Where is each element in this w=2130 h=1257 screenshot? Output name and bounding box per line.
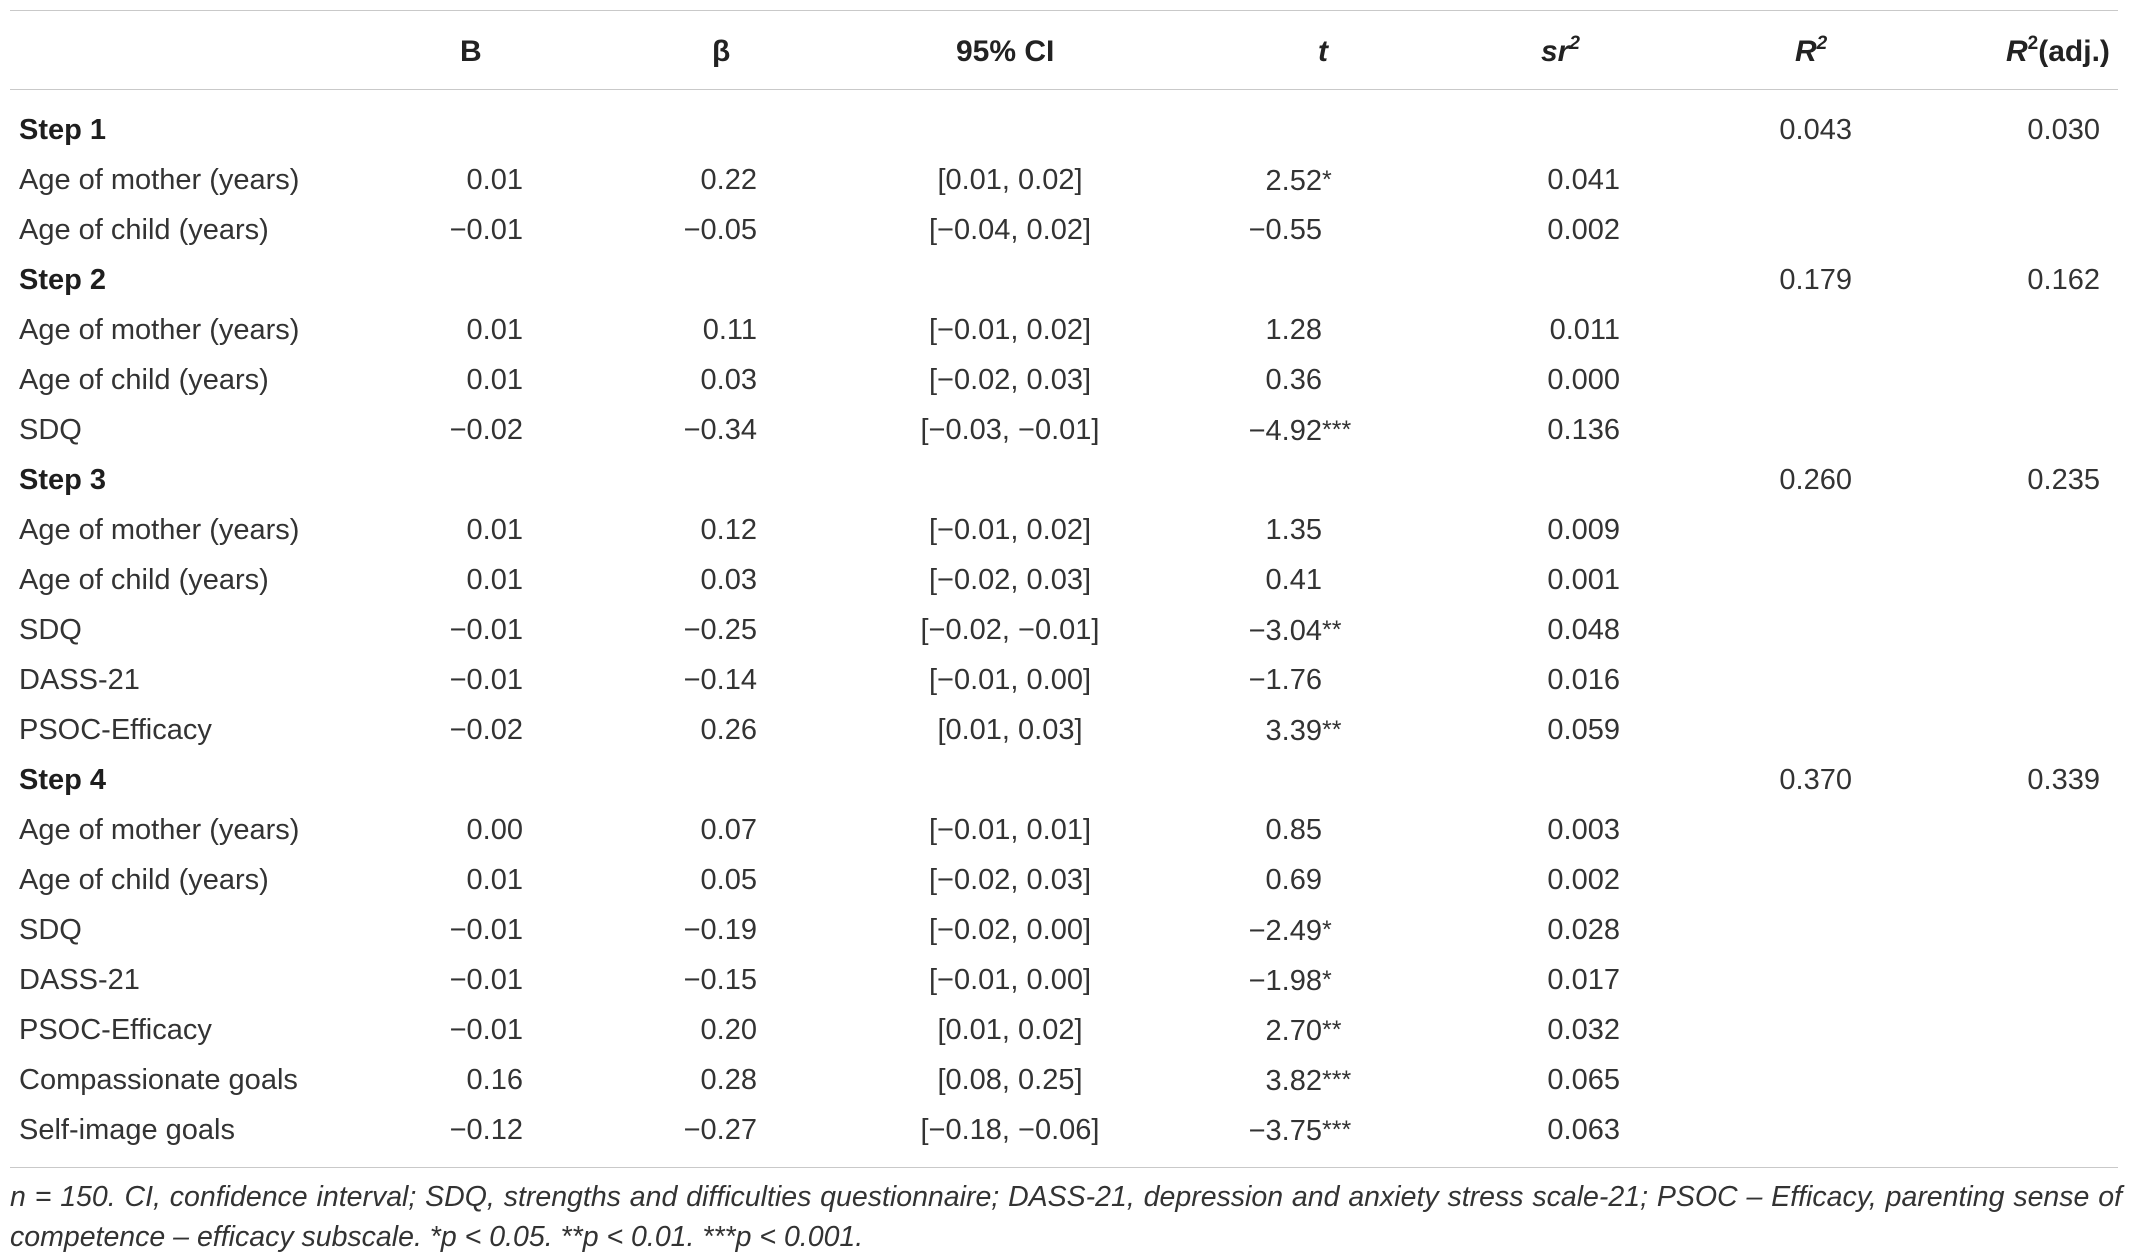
cell-beta: 0.03 <box>700 364 757 396</box>
cell-sr2: 0.065 <box>1547 1064 1620 1096</box>
cell-beta: −0.15 <box>683 964 757 996</box>
significance-marker: *** <box>1322 416 1352 444</box>
cell-r2 <box>1700 655 1852 705</box>
t-value: 3.82 <box>1265 1065 1322 1097</box>
cell-b <box>380 755 523 805</box>
cell-beta: 0.03 <box>700 564 757 596</box>
cell-r2-adj <box>1950 555 2100 605</box>
cell-r2 <box>1700 855 1852 905</box>
table-row <box>0 155 2130 205</box>
cell-beta: −0.34 <box>683 414 757 446</box>
cell-sr2: 0.000 <box>1547 364 1620 396</box>
t-value: 0.41 <box>1265 564 1322 596</box>
cell-b: 0.01 <box>466 164 523 196</box>
cell-b: 0.01 <box>466 364 523 396</box>
significance-marker: ** <box>1322 716 1342 744</box>
cell-b: 0.01 <box>466 864 523 896</box>
cell-b <box>380 105 523 155</box>
cell-t <box>1230 255 1372 305</box>
cell-r2-adj <box>1950 405 2100 455</box>
row-label: Age of mother (years) <box>19 514 300 546</box>
cell-r2: 0.179 <box>1779 264 1852 296</box>
row-label: Age of mother (years) <box>19 164 300 196</box>
header-r2-sup: 2 <box>1816 33 1828 54</box>
cell-r2 <box>1700 905 1852 955</box>
cell-r2 <box>1700 555 1852 605</box>
cell-b: −0.01 <box>449 964 523 996</box>
table-row <box>0 855 2130 905</box>
cell-r2 <box>1700 405 1852 455</box>
table-row <box>0 355 2130 405</box>
table-row <box>0 655 2130 705</box>
cell-t <box>1230 855 1372 905</box>
cell-b: −0.02 <box>449 714 523 746</box>
t-value: −3.75 <box>1248 1115 1322 1147</box>
cell-sr2 <box>1500 755 1620 805</box>
t-value: −1.76 <box>1248 664 1322 696</box>
cell-r2 <box>1700 1055 1852 1105</box>
table-row <box>0 1005 2130 1055</box>
table-row <box>0 455 2130 505</box>
cell-r2-adj <box>1950 955 2100 1005</box>
cell-r2: 0.043 <box>1779 114 1852 146</box>
cell-r2-adj <box>1950 905 2100 955</box>
cell-ci: [−0.02, 0.03] <box>928 564 1092 596</box>
cell-t <box>1230 205 1372 255</box>
table-row <box>0 1055 2130 1105</box>
cell-ci: [0.01, 0.03] <box>937 714 1083 746</box>
cell-t <box>1230 1105 1372 1155</box>
cell-beta <box>600 255 757 305</box>
cell-r2-adj <box>1950 1105 2100 1155</box>
cell-beta: 0.07 <box>700 814 757 846</box>
table-row <box>0 905 2130 955</box>
header-sr2 <box>1541 30 1580 74</box>
header-ci: 95% CI <box>956 35 1055 68</box>
row-label: Age of child (years) <box>19 564 269 596</box>
cell-r2 <box>1700 705 1852 755</box>
cell-beta <box>600 455 757 505</box>
cell-sr2: 0.136 <box>1547 414 1620 446</box>
cell-ci: [−0.01, 0.00] <box>928 964 1092 996</box>
table-row <box>0 505 2130 555</box>
cell-ci: [−0.01, 0.01] <box>928 814 1092 846</box>
table-row <box>0 255 2130 305</box>
table-row <box>0 405 2130 455</box>
cell-r2-adj <box>1950 655 2100 705</box>
row-label: SDQ <box>19 414 82 446</box>
cell-sr2: 0.003 <box>1547 814 1620 846</box>
row-label: Step 4 <box>19 764 107 796</box>
cell-b: −0.01 <box>449 614 523 646</box>
header-r2-base: R <box>1795 35 1817 68</box>
cell-r2-adj: 0.235 <box>2027 464 2100 496</box>
row-label: Age of child (years) <box>19 864 269 896</box>
cell-t <box>1230 105 1372 155</box>
cell-beta: 0.20 <box>700 1014 757 1046</box>
table-row <box>0 205 2130 255</box>
t-value: 0.36 <box>1265 364 1322 396</box>
row-label: Age of mother (years) <box>19 314 300 346</box>
table-bottom-rule <box>10 1167 2118 1168</box>
table-row <box>0 955 2130 1005</box>
cell-ci: [0.08, 0.25] <box>937 1064 1083 1096</box>
cell-t <box>1230 705 1372 755</box>
cell-r2-adj <box>1950 505 2100 555</box>
cell-r2 <box>1700 1005 1852 1055</box>
cell-sr2: 0.002 <box>1547 214 1620 246</box>
cell-beta: 0.12 <box>700 514 757 546</box>
cell-b: −0.01 <box>449 914 523 946</box>
table-row <box>0 805 2130 855</box>
cell-r2 <box>1700 355 1852 405</box>
footnote-line-1: n = 150. CI, confidence interval; SDQ, strengths and difficulties questionnaire; DASS-21, depression and anxiety stress scale-21; PSOC – Efficacy, parenting sense of <box>10 1181 2122 1213</box>
cell-ci <box>860 255 1160 305</box>
significance-marker: * <box>1322 916 1332 944</box>
cell-b: −0.01 <box>449 664 523 696</box>
table-row <box>0 555 2130 605</box>
significance-marker: * <box>1322 966 1332 994</box>
cell-beta: 0.28 <box>700 1064 757 1096</box>
cell-b <box>380 255 523 305</box>
cell-beta: −0.19 <box>683 914 757 946</box>
cell-r2-adj: 0.162 <box>2027 264 2100 296</box>
cell-b: 0.01 <box>466 314 523 346</box>
cell-t <box>1230 755 1372 805</box>
cell-t <box>1230 1005 1372 1055</box>
significance-marker: * <box>1322 166 1332 194</box>
cell-r2 <box>1700 155 1852 205</box>
significance-marker: *** <box>1322 1116 1352 1144</box>
row-label: PSOC-Efficacy <box>19 714 212 746</box>
header-r2adj-base: R <box>2006 35 2028 68</box>
cell-ci: [−0.04, 0.02] <box>928 214 1092 246</box>
cell-r2 <box>1700 605 1852 655</box>
table-row <box>0 705 2130 755</box>
table-row <box>0 1105 2130 1155</box>
cell-t <box>1230 305 1372 355</box>
header-r2 <box>1795 30 1827 74</box>
table-top-rule <box>10 10 2118 11</box>
cell-sr2: 0.063 <box>1547 1114 1620 1146</box>
t-value: −3.04 <box>1248 615 1322 647</box>
cell-ci: [0.01, 0.02] <box>937 1014 1083 1046</box>
cell-ci: [−0.03, −0.01] <box>920 414 1100 446</box>
cell-sr2: 0.001 <box>1547 564 1620 596</box>
cell-sr2 <box>1500 255 1620 305</box>
row-label: Step 3 <box>19 464 107 496</box>
cell-r2-adj: 0.030 <box>2027 114 2100 146</box>
cell-sr2: 0.016 <box>1547 664 1620 696</box>
cell-beta: −0.25 <box>683 614 757 646</box>
t-value: 0.85 <box>1265 814 1322 846</box>
cell-beta: 0.05 <box>700 864 757 896</box>
row-label: SDQ <box>19 914 82 946</box>
cell-ci <box>860 455 1160 505</box>
footnote-line-2: competence – efficacy subscale. *p < 0.05. **p < 0.01. ***p < 0.001. <box>10 1221 864 1253</box>
row-label: Step 2 <box>19 264 107 296</box>
header-sr2-base: sr <box>1541 35 1570 68</box>
table-row <box>0 105 2130 155</box>
header-r2adj-sup: 2 <box>2027 33 2039 54</box>
table-row <box>0 755 2130 805</box>
cell-t <box>1230 455 1372 505</box>
cell-t <box>1230 555 1372 605</box>
cell-t <box>1230 405 1372 455</box>
cell-b <box>380 455 523 505</box>
cell-sr2 <box>1500 105 1620 155</box>
cell-r2 <box>1700 955 1852 1005</box>
cell-r2-adj <box>1950 605 2100 655</box>
t-value: 3.39 <box>1265 715 1322 747</box>
cell-r2-adj: 0.339 <box>2027 764 2100 796</box>
cell-beta: −0.27 <box>683 1114 757 1146</box>
cell-t <box>1230 505 1372 555</box>
row-label: SDQ <box>19 614 82 646</box>
cell-sr2: 0.048 <box>1547 614 1620 646</box>
cell-r2 <box>1700 505 1852 555</box>
cell-b: 0.01 <box>466 564 523 596</box>
cell-r2: 0.370 <box>1779 764 1852 796</box>
cell-ci: [−0.01, 0.00] <box>928 664 1092 696</box>
cell-t <box>1230 955 1372 1005</box>
row-label: Self-image goals <box>19 1114 235 1146</box>
significance-marker: ** <box>1322 616 1342 644</box>
t-value: 0.69 <box>1265 864 1322 896</box>
cell-beta <box>600 105 757 155</box>
cell-r2 <box>1700 1105 1852 1155</box>
cell-ci: [−0.02, 0.03] <box>928 364 1092 396</box>
cell-b: −0.01 <box>449 1014 523 1046</box>
cell-t <box>1230 1055 1372 1105</box>
cell-ci: [−0.18, −0.06] <box>920 1114 1100 1146</box>
table-header-rule <box>10 89 2118 90</box>
cell-r2-adj <box>1950 205 2100 255</box>
cell-ci: [−0.02, 0.03] <box>928 864 1092 896</box>
row-label: DASS-21 <box>19 964 140 996</box>
t-value: −2.49 <box>1248 915 1322 947</box>
cell-r2 <box>1700 305 1852 355</box>
cell-r2-adj <box>1950 1055 2100 1105</box>
cell-sr2 <box>1500 455 1620 505</box>
cell-r2-adj <box>1950 355 2100 405</box>
t-value: 1.28 <box>1265 314 1322 346</box>
cell-r2-adj <box>1950 855 2100 905</box>
cell-b: 0.16 <box>466 1064 523 1096</box>
cell-beta: −0.14 <box>683 664 757 696</box>
cell-r2 <box>1700 205 1852 255</box>
cell-b: −0.01 <box>449 214 523 246</box>
t-value: −4.92 <box>1248 415 1322 447</box>
cell-b: 0.01 <box>466 514 523 546</box>
cell-ci: [−0.01, 0.02] <box>928 314 1092 346</box>
cell-ci <box>860 105 1160 155</box>
header-sr2-sup: 2 <box>1569 33 1580 54</box>
t-value: 2.70 <box>1265 1015 1322 1047</box>
row-label: Age of child (years) <box>19 364 269 396</box>
cell-beta: 0.11 <box>702 314 757 346</box>
cell-r2: 0.260 <box>1779 464 1852 496</box>
cell-beta: −0.05 <box>683 214 757 246</box>
table-row <box>0 305 2130 355</box>
cell-b: −0.02 <box>449 414 523 446</box>
t-value: −1.98 <box>1248 965 1322 997</box>
header-b: B <box>460 35 482 68</box>
cell-r2-adj <box>1950 305 2100 355</box>
cell-r2-adj <box>1950 805 2100 855</box>
cell-sr2: 0.059 <box>1547 714 1620 746</box>
header-beta: β <box>712 35 731 68</box>
header-r2-adj <box>2006 30 2110 74</box>
cell-sr2: 0.002 <box>1547 864 1620 896</box>
cell-sr2: 0.011 <box>1549 314 1620 346</box>
row-label: Age of child (years) <box>19 214 269 246</box>
cell-beta <box>600 755 757 805</box>
t-value: 2.52 <box>1265 165 1322 197</box>
cell-t <box>1230 905 1372 955</box>
cell-beta: 0.26 <box>700 714 757 746</box>
cell-b: −0.12 <box>449 1114 523 1146</box>
cell-ci: [0.01, 0.02] <box>937 164 1083 196</box>
cell-b: 0.00 <box>466 814 523 846</box>
header-r2adj-suffix: (adj.) <box>2038 35 2110 68</box>
t-value: 1.35 <box>1265 514 1322 546</box>
cell-ci: [−0.01, 0.02] <box>928 514 1092 546</box>
cell-r2-adj <box>1950 1005 2100 1055</box>
row-label: PSOC-Efficacy <box>19 1014 212 1046</box>
cell-t <box>1230 805 1372 855</box>
table-footnote <box>10 1177 2122 1257</box>
cell-beta: 0.22 <box>700 164 757 196</box>
significance-marker: *** <box>1322 1066 1352 1094</box>
cell-ci: [−0.02, 0.00] <box>928 914 1092 946</box>
cell-sr2: 0.017 <box>1547 964 1620 996</box>
significance-marker: ** <box>1322 1016 1342 1044</box>
cell-t <box>1230 655 1372 705</box>
cell-r2-adj <box>1950 705 2100 755</box>
cell-sr2: 0.032 <box>1547 1014 1620 1046</box>
cell-t <box>1230 355 1372 405</box>
cell-sr2: 0.041 <box>1547 164 1620 196</box>
cell-sr2: 0.009 <box>1547 514 1620 546</box>
row-label: Age of mother (years) <box>19 814 300 846</box>
cell-t <box>1230 605 1372 655</box>
table-row <box>0 605 2130 655</box>
row-label: DASS-21 <box>19 664 140 696</box>
cell-ci <box>860 755 1160 805</box>
cell-r2 <box>1700 805 1852 855</box>
header-t: t <box>1318 35 1328 68</box>
cell-ci: [−0.02, −0.01] <box>920 614 1100 646</box>
row-label: Compassionate goals <box>19 1064 298 1096</box>
row-label: Step 1 <box>19 114 107 146</box>
t-value: −0.55 <box>1248 214 1322 246</box>
cell-sr2: 0.028 <box>1547 914 1620 946</box>
cell-t <box>1230 155 1372 205</box>
cell-r2-adj <box>1950 155 2100 205</box>
